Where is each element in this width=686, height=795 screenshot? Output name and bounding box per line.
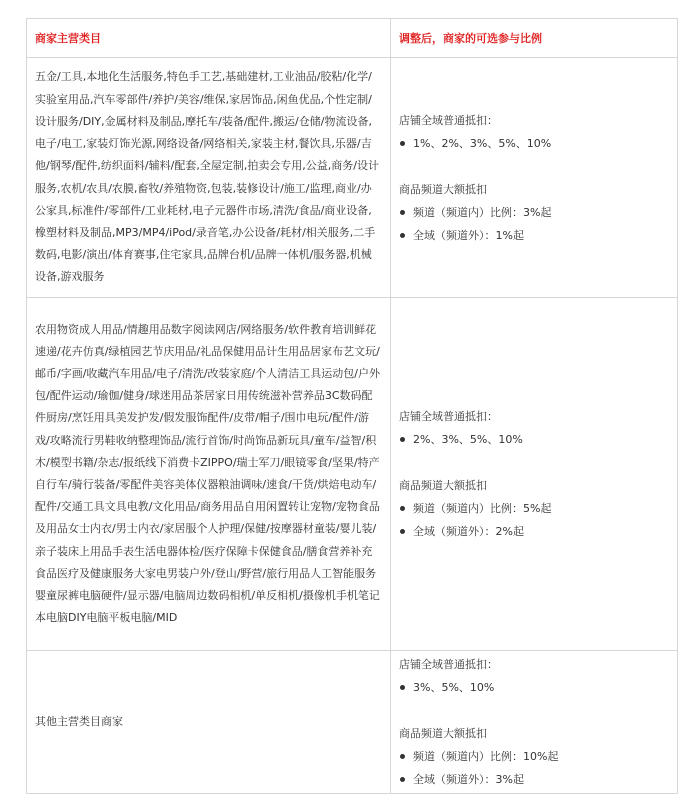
store-deduction-list [399, 132, 669, 155]
list-item: 全域（频道外）：2%起 [399, 520, 669, 543]
store-deduction-title: 店铺全域普通抵扣： [399, 658, 498, 671]
channel-deduction-title: 商品频道大额抵扣 [399, 727, 487, 740]
category-ratio-table [26, 18, 678, 794]
category-cell: 农用物资成人用品/情趣用品数字阅读网店/网络服务/软件教育培训鲜花速递/花卉仿真/绿植园艺节庆用品/礼品保健用品计生用品居家布艺文玩/邮币/字画/收藏汽车用品/电子/清洗/改装家庭/个人清洁工具运动包/户外包/配件运动/瑜伽/健身/球迷用品茶居家日用传统滋补营养品3C数码配件厨房/烹饪用具美发护发/假发服饰配件/皮带/帽子/围巾电玩/配件/游戏/攻略流行男鞋收纳整理饰品/流行首饰/时尚饰品新玩具/童车/益智/积木/模型书籍/杂志/报纸线下消费卡ZIPPO/瑞士军刀/眼镜零食/坚果/特产自行车/骑行装备/零配件美容美体仪器粮油调味/速食/干货/烘焙电动车/配件/交通工具文具电教/文化用品/商务用品自用闲置转让宠物/宠物食品及用品女士内衣/男士内衣/家居服个人护理/保健/按摩器材童装/婴儿装/亲子装床上用品手表生活电器体检/医疗保障卡保健食品/膳食营养补充食品医疗及健康服务大家电男装户外/登山/野营/旅行用品人工智能服务婴童尿裤电脑硬件/显示器/电脑周边数码相机/单反相机/摄像机手机笔记本电脑DIY电脑平板电脑/MID [27, 298, 391, 651]
category-cell: 五金/工具,本地化生活服务,特色手工艺,基础建材,工业油品/胶粘/化学/实验室用品,汽车零部件/养护/美容/维保,家居饰品,闲鱼优品,个性定制/设计服务/DIY,金属材料及制品,摩托车/装备/配件,搬运/仓储/物流设备,电子/电工,家装灯饰光源,网络设备/网络相关,家装主材,餐饮具,乐器/吉他/钢琴/配件,纺织面料/辅料/配套,全屋定制,拍卖会专用,公益,商务/设计服务,农机/农具/农膜,畜牧/养殖物资,包装,装修设计/施工/监理,商业/办公家具,标准件/零部件/工业耗材,电子元器件市场,清洗/食品/商业设备,橡塑材料及制品,MP3/MP4/iPod/录音笔,办公设备/耗材/相关服务,二手数码,电影/演出/体育赛事,住宅家具,品牌台机/品牌一体机/服务器,机械设备,游戏服务 [27, 58, 391, 298]
list-item: 频道（频道内）比例：3%起 [399, 201, 669, 224]
ratio-cell [391, 58, 678, 298]
table-row [27, 651, 678, 794]
header-category: 商家主营类目 [27, 19, 391, 58]
header-ratio: 调整后，商家的可选参与比例 [391, 19, 678, 58]
list-item: 频道（频道内）比例：5%起 [399, 497, 669, 520]
category-cell: 其他主营类目商家 [27, 651, 391, 794]
ratio-cell [391, 298, 678, 651]
table-row [27, 58, 678, 298]
channel-deduction-title: 商品频道大额抵扣 [399, 182, 487, 196]
channel-deduction-title: 商品频道大额抵扣 [399, 479, 487, 492]
list-item: 3%、5%、10% [399, 676, 669, 699]
ratio-cell [391, 651, 678, 794]
list-item: 全域（频道外）：1%起 [399, 224, 669, 247]
channel-deduction-list [399, 497, 669, 543]
table-header-row [27, 19, 678, 58]
channel-deduction-list [399, 745, 669, 791]
list-item: 1%、2%、3%、5%、10% [399, 132, 669, 155]
list-item: 频道（频道内）比例：10%起 [399, 745, 669, 768]
store-deduction-list [399, 676, 669, 699]
list-item: 全域（频道外）：3%起 [399, 768, 669, 791]
channel-deduction-list [399, 201, 669, 247]
store-deduction-title: 店铺全域普通抵扣： [399, 113, 498, 127]
store-deduction-list [399, 428, 669, 451]
table-row [27, 298, 678, 651]
list-item: 2%、3%、5%、10% [399, 428, 669, 451]
store-deduction-title: 店铺全域普通抵扣： [399, 410, 498, 423]
